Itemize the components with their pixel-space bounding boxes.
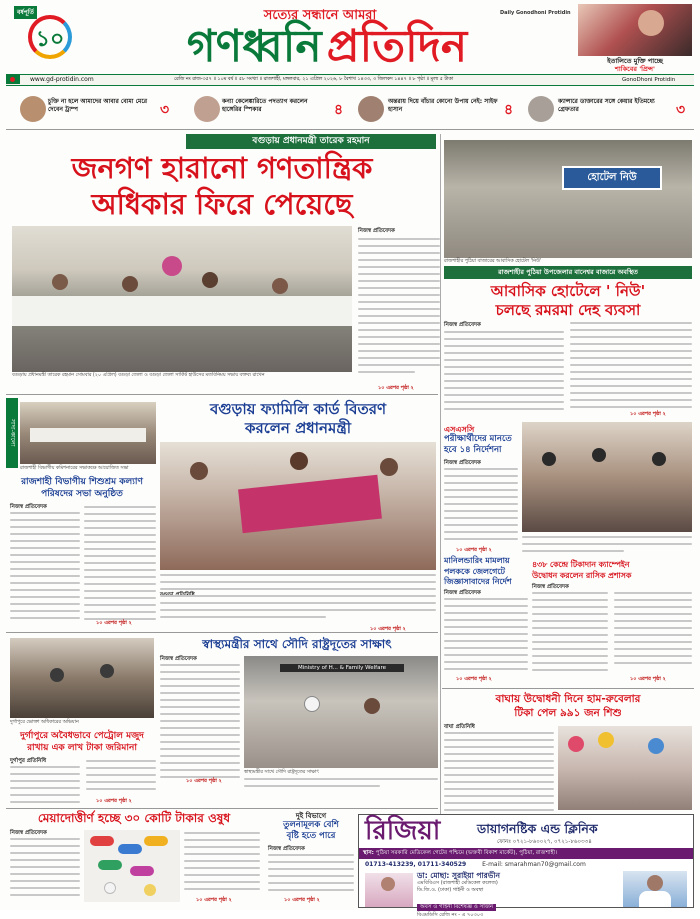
masthead-title-part1: গণধ্বনি [186, 21, 322, 72]
typhoid-body-text-col2 [614, 592, 692, 672]
fuel-continued[interactable]: ১০ এরপর পৃষ্ঠা ২ [96, 798, 132, 804]
ad-contact-bar [359, 860, 693, 869]
family-card-headline-line1: বগুড়ায় ফ্যামিলি কার্ড বিতরণ [209, 400, 387, 418]
divider-4 [6, 808, 438, 809]
lead-headline-line1: জনগণ হারানো গণতান্ত্রিক [71, 151, 373, 185]
ad-phone: ফোনঃ ০৭২১-৮৬০০২৭, ০৭২১-৮৬০৩৩৪ [497, 839, 592, 845]
masthead-ad-caption [578, 57, 692, 73]
lead-headline-line2: অধিকার ফিরে পেয়েছে [91, 187, 353, 221]
teaser-4-text: ক্যান্সারে ডাক্তারের সঙ্গে কেয়ার ইতিমধ্যে গ্রেফতার [558, 98, 655, 113]
fuel-byline: দুর্গাপুর প্রতিনিধি [10, 758, 47, 764]
rain-headline[interactable] [266, 820, 356, 842]
measles-headline-line1: বাঘায় উদ্বোধনী দিনে হাম-রুবেলার [495, 693, 641, 705]
court-headline-line3: জিজ্ঞাসাবাদের নির্দেশ [444, 577, 512, 586]
column-rule-main [440, 134, 441, 874]
child-welfare-photo [20, 402, 156, 464]
hotel-body-text [444, 331, 564, 417]
saudi-photo [244, 656, 438, 768]
rain-headline-line1: তুলনামূলক বেশি [283, 820, 339, 830]
sidebar-label: সাদা-কালো [6, 398, 18, 468]
medicine-headline[interactable]: মেয়াদোত্তীর্ণ হচ্ছে ৩০ কোটি টাকার ওষুধ [37, 811, 231, 825]
medicine-byline: নিজস্ব প্রতিবেদক [10, 830, 47, 836]
teaser-1-photo [20, 96, 46, 122]
typhoid-headline-line1: ৪৩৮ কেন্দ্রে টিকাদান ক্যাম্পেইন [532, 560, 630, 569]
dateline-details: রেজি নং রাজ-৩৫৭ ॥ ১০ম বর্ষ ॥ ৫৮ সংখ্যা ॥ রাজশাহী, মঙ্গলবার, ২১ এপ্রিল ২০২৬, ৮ বৈশাখ ১৪৩৩, ৩ জিলকদ ১৪৪৭ ॥ ৮ পৃষ্ঠা ॥ মূল্য ৫ টাকা [174, 77, 454, 82]
typhoid-headline[interactable] [532, 560, 692, 581]
rain-continued[interactable]: ১০ এরপর পৃষ্ঠা ২ [284, 897, 320, 903]
fuel-photo [10, 638, 154, 718]
court-body-text [444, 598, 528, 676]
family-card-photo [160, 442, 436, 570]
hotel-photo-caption: রাজশাহীর পুঠিয়া বাজারের আবাসিক হোটেল 'নিউ' [444, 259, 542, 264]
child-welfare-byline: নিজস্ব প্রতিবেদক [10, 504, 47, 510]
medicine-body-text [10, 838, 80, 904]
teaser-1-text: চুক্তি না হলে আমাদের আবার বোমা মেরে দেবেন ট্রাম্প [48, 98, 148, 113]
masthead-ad-photo [578, 4, 692, 56]
masthead-english-name: Daily Gonodhoni Protidin [500, 10, 571, 16]
fuel-headline[interactable] [6, 730, 158, 754]
fuel-photo-caption: দুর্গাপুরে ভোক্তা অধিকারের অভিযান [10, 720, 79, 725]
typhoid-body-text [532, 592, 608, 678]
ssc-headline-line2: হবে ১৪ নির্দেশনা [444, 445, 502, 455]
saudi-headline[interactable]: স্বাস্থ্যমন্ত্রীর সাথে সৌদি রাষ্ট্রদূতের সাক্ষাৎ [202, 637, 392, 651]
ad-caption-line2: শাকিবের 'প্রিন্স' [614, 65, 655, 73]
masthead-slogan: সত্যের সন্ধানে আমরা [263, 8, 377, 23]
lead-body-text [358, 238, 440, 388]
ad-title: ডায়াগনষ্টিক এন্ড ক্লিনিক [477, 821, 598, 836]
court-headline-line1: মানিলন্ডারিং মামলায় [444, 556, 510, 565]
ad-doctor-reg: বিএমডিসি রেজি নং - এ ৭০৩০৩ [417, 912, 484, 918]
child-welfare-caption: রাজশাহী বিভাগীয় কমিশনারের সভাকক্ষে আয়োজিত সভা [20, 466, 129, 471]
child-welfare-body-text [10, 512, 80, 630]
medicine-photo [84, 830, 180, 902]
hotel-continued[interactable]: ১০ এরপর পৃষ্ঠা ২ [630, 411, 666, 417]
hotel-headline[interactable] [444, 282, 692, 320]
saudi-body-text [160, 664, 240, 784]
teaser-2-photo [194, 96, 220, 122]
hotel-photo [444, 140, 692, 258]
typhoid-byline: নিজস্ব প্রতিবেদক [532, 584, 569, 590]
teaser-strip [6, 90, 694, 130]
child-welfare-headline-line1: রাজশাহী বিভাগীয় শিশুশ্রম কল্যাণ [21, 477, 143, 487]
saudi-photo-caption: স্বাস্থ্যমন্ত্রীর সাথে সৌদি রাষ্ট্রদূতের সাক্ষাৎ [244, 770, 320, 775]
child-welfare-headline[interactable] [6, 476, 158, 500]
court-byline: নিজস্ব প্রতিবেদক [444, 590, 481, 596]
court-headline[interactable] [444, 556, 528, 588]
lead-kicker: বগুড়ায় প্রধানমন্ত্রী তারেক রহমান [186, 134, 436, 149]
family-card-continued[interactable]: ১০ এরপর পৃষ্ঠা ২ [370, 626, 406, 632]
ssc-headline[interactable] [444, 434, 518, 456]
measles-headline[interactable] [444, 692, 692, 720]
ad-doctor-degree1: এমবিবিএস (রাজশাহী মেডিকেল কলেজ) [417, 880, 498, 886]
ssc-byline: নিজস্ব প্রতিবেদক [444, 460, 481, 466]
masthead-title-part2: প্রতিদিন [326, 21, 468, 72]
ssc-body-text [444, 468, 518, 548]
hotel-body-text-col2 [570, 322, 692, 417]
ssc-photo [522, 422, 692, 532]
teaser-3[interactable] [354, 94, 522, 124]
ad-address-bar [359, 848, 693, 859]
lead-byline: নিজস্ব প্রতিবেদক [358, 228, 395, 234]
typhoid-continued[interactable]: ১০ এরপর পৃষ্ঠা ২ [630, 676, 666, 682]
measles-headline-line2: টিকা পেল ৯৯১ জন শিশু [514, 707, 622, 719]
teaser-2[interactable] [182, 94, 350, 124]
rain-body-text [268, 854, 354, 898]
anniversary-number: ১০ [35, 27, 65, 52]
ad-doctor-specialty: অবস ও গাইনী বিশেষজ্ঞ ও সার্জন [417, 904, 496, 911]
court-headline-line2: পলককে জেলগেটে [444, 566, 505, 576]
hotel-kicker: রাজশাহীর পুঠিয়া উপজেলার বানেশ্বর বাজারে অবস্থিত [444, 266, 692, 279]
fuel-headline-line1: দুর্গাপুরে অবৈধভাবে পেট্রোল মজুদ [20, 731, 144, 741]
ad-doctor-degree2: ডি.জি.ও. (ঢাকা) গাইনী ও অবস্থা [417, 886, 484, 893]
masthead-title [112, 20, 542, 74]
ad-logo: রিজিয়া [365, 816, 441, 846]
anniversary-label: বর্ষপূর্তি [14, 6, 37, 19]
family-card-body-text [160, 574, 436, 626]
rain-byline: নিজস্ব প্রতিবেদক [268, 846, 305, 852]
ad-mobile: 01713-413239, 01711-340529 [365, 861, 467, 868]
ad-address-label: স্থান: [363, 850, 374, 856]
family-card-headline-line2: করলেন প্রধানমন্ত্রী [244, 419, 352, 437]
fuel-body-text [10, 766, 80, 806]
measles-byline: বাঘা প্রতিনিধি [444, 724, 475, 730]
dateline-flag [6, 75, 20, 84]
lead-headline[interactable] [12, 150, 432, 222]
hotel-byline: নিজস্ব প্রতিবেদক [444, 322, 481, 328]
ssc-body-text-col2 [522, 536, 692, 558]
ssc-continued[interactable]: ১০ এরপর পৃষ্ঠা ২ [456, 547, 492, 553]
divider-2 [6, 632, 438, 633]
saudi-continued[interactable]: ১০ এরপর পৃষ্ঠা ২ [186, 778, 222, 784]
lead-photo [12, 226, 352, 372]
ad-mother-child-photo [365, 873, 413, 907]
medicine-continued[interactable]: ১০ এরপর পৃষ্ঠা ২ [196, 897, 232, 903]
lead-continued[interactable]: ১০ এরপর পৃষ্ঠা ২ [378, 385, 414, 391]
dateline-website[interactable]: www.gd-protidin.com [30, 76, 94, 83]
saudi-photo-sign: Ministry of H... & Family Welfare [280, 664, 404, 672]
teaser-2-page: ৪ [334, 102, 344, 118]
child-welfare-headline-line2: পরিষদের সভা অনুষ্ঠিত [41, 489, 123, 499]
ad-doctor-photo [623, 871, 687, 907]
teaser-3-page: ৪ [504, 102, 514, 118]
ad-email: E-mail: smarahman70@gmail.com [482, 861, 586, 868]
child-welfare-continued[interactable]: ১০ এরপর পৃষ্ঠা ২ [96, 620, 132, 626]
teaser-3-text: অন্তরায় দিয়ে বাঁচার কোনো উপায় নেই: সাইফ হাসান [388, 98, 498, 113]
ad-caption-line1: ইতালিতে মুক্তি পাচ্ছে [607, 57, 663, 65]
hotel-sign: হোটেল নিউ [562, 166, 662, 190]
dateline-facebook[interactable]: GonoDhoni Protidin [622, 77, 676, 83]
rain-headline-line2: বৃষ্টি হতে পারে [286, 831, 336, 841]
teaser-2-text: কন্যা কেলেঙ্কারিতে পদত্যাগ করলেন হাঙ্গেরির স্পিকার [222, 98, 308, 113]
ssc-headline-line1: পরীক্ষার্থীদের মানতে [444, 434, 512, 444]
fuel-headline-line2: রাখায় এক লাখ টাকা জরিমানা [27, 743, 137, 753]
ad-doctor-name: ডা: মোছা: সুরাইয়া পারভীন [417, 871, 500, 880]
teaser-4-page: ৩ [676, 102, 686, 118]
family-card-headline[interactable] [160, 400, 436, 438]
divider-3 [442, 688, 694, 689]
teaser-1[interactable] [10, 94, 178, 124]
ssc-kicker: এসএসসি [444, 425, 475, 434]
teaser-1-page: ৩ [160, 102, 170, 118]
ad-doctor-block [417, 871, 617, 919]
rain-kicker: দুই বিভাগে [295, 812, 327, 820]
typhoid-headline-line2: উদ্বোধন করলেন রাসিক প্রশাসক [532, 570, 632, 580]
saudi-byline: নিজস্ব প্রতিবেদক [160, 656, 197, 662]
teaser-4[interactable] [524, 94, 692, 124]
anniversary-badge [14, 6, 84, 68]
saudi-body-text-col2 [244, 778, 438, 794]
fuel-body-text-col2 [86, 760, 156, 798]
teaser-4-photo [528, 96, 554, 122]
clinic-ad[interactable] [358, 814, 694, 918]
child-welfare-body-text-col2 [84, 506, 156, 630]
lead-photo-caption: বগুড়ায় প্রধানমন্ত্রী তারেক রহমান সোমবার (২০ এপ্রিল) বগুড়া জেলা ও বগুড়া জেলা সার্কিট হাউসের মতবিনিময় সভায় বক্তব্য রাখেন [12, 373, 265, 378]
divider-1 [6, 394, 438, 395]
dateline-bar [6, 74, 694, 86]
ad-address: পুঠিয়া সরকারি মেডিকেল গেটের পশ্চিমে (ভক্তবী বিকাশ মার্কেট), পুঠিয়া, রাজশাহী। [375, 850, 558, 856]
hotel-headline-line2: চলছে রমরমা দেহ ব্যবসা [495, 301, 641, 319]
hotel-headline-line1: আবাসিক হোটেলে ' নিউ' [490, 282, 646, 300]
court-continued[interactable]: ১০ এরপর পৃষ্ঠা ২ [456, 676, 492, 682]
medicine-body-text-col2 [184, 832, 260, 898]
measles-photo [558, 726, 692, 810]
teaser-3-photo [358, 96, 384, 122]
